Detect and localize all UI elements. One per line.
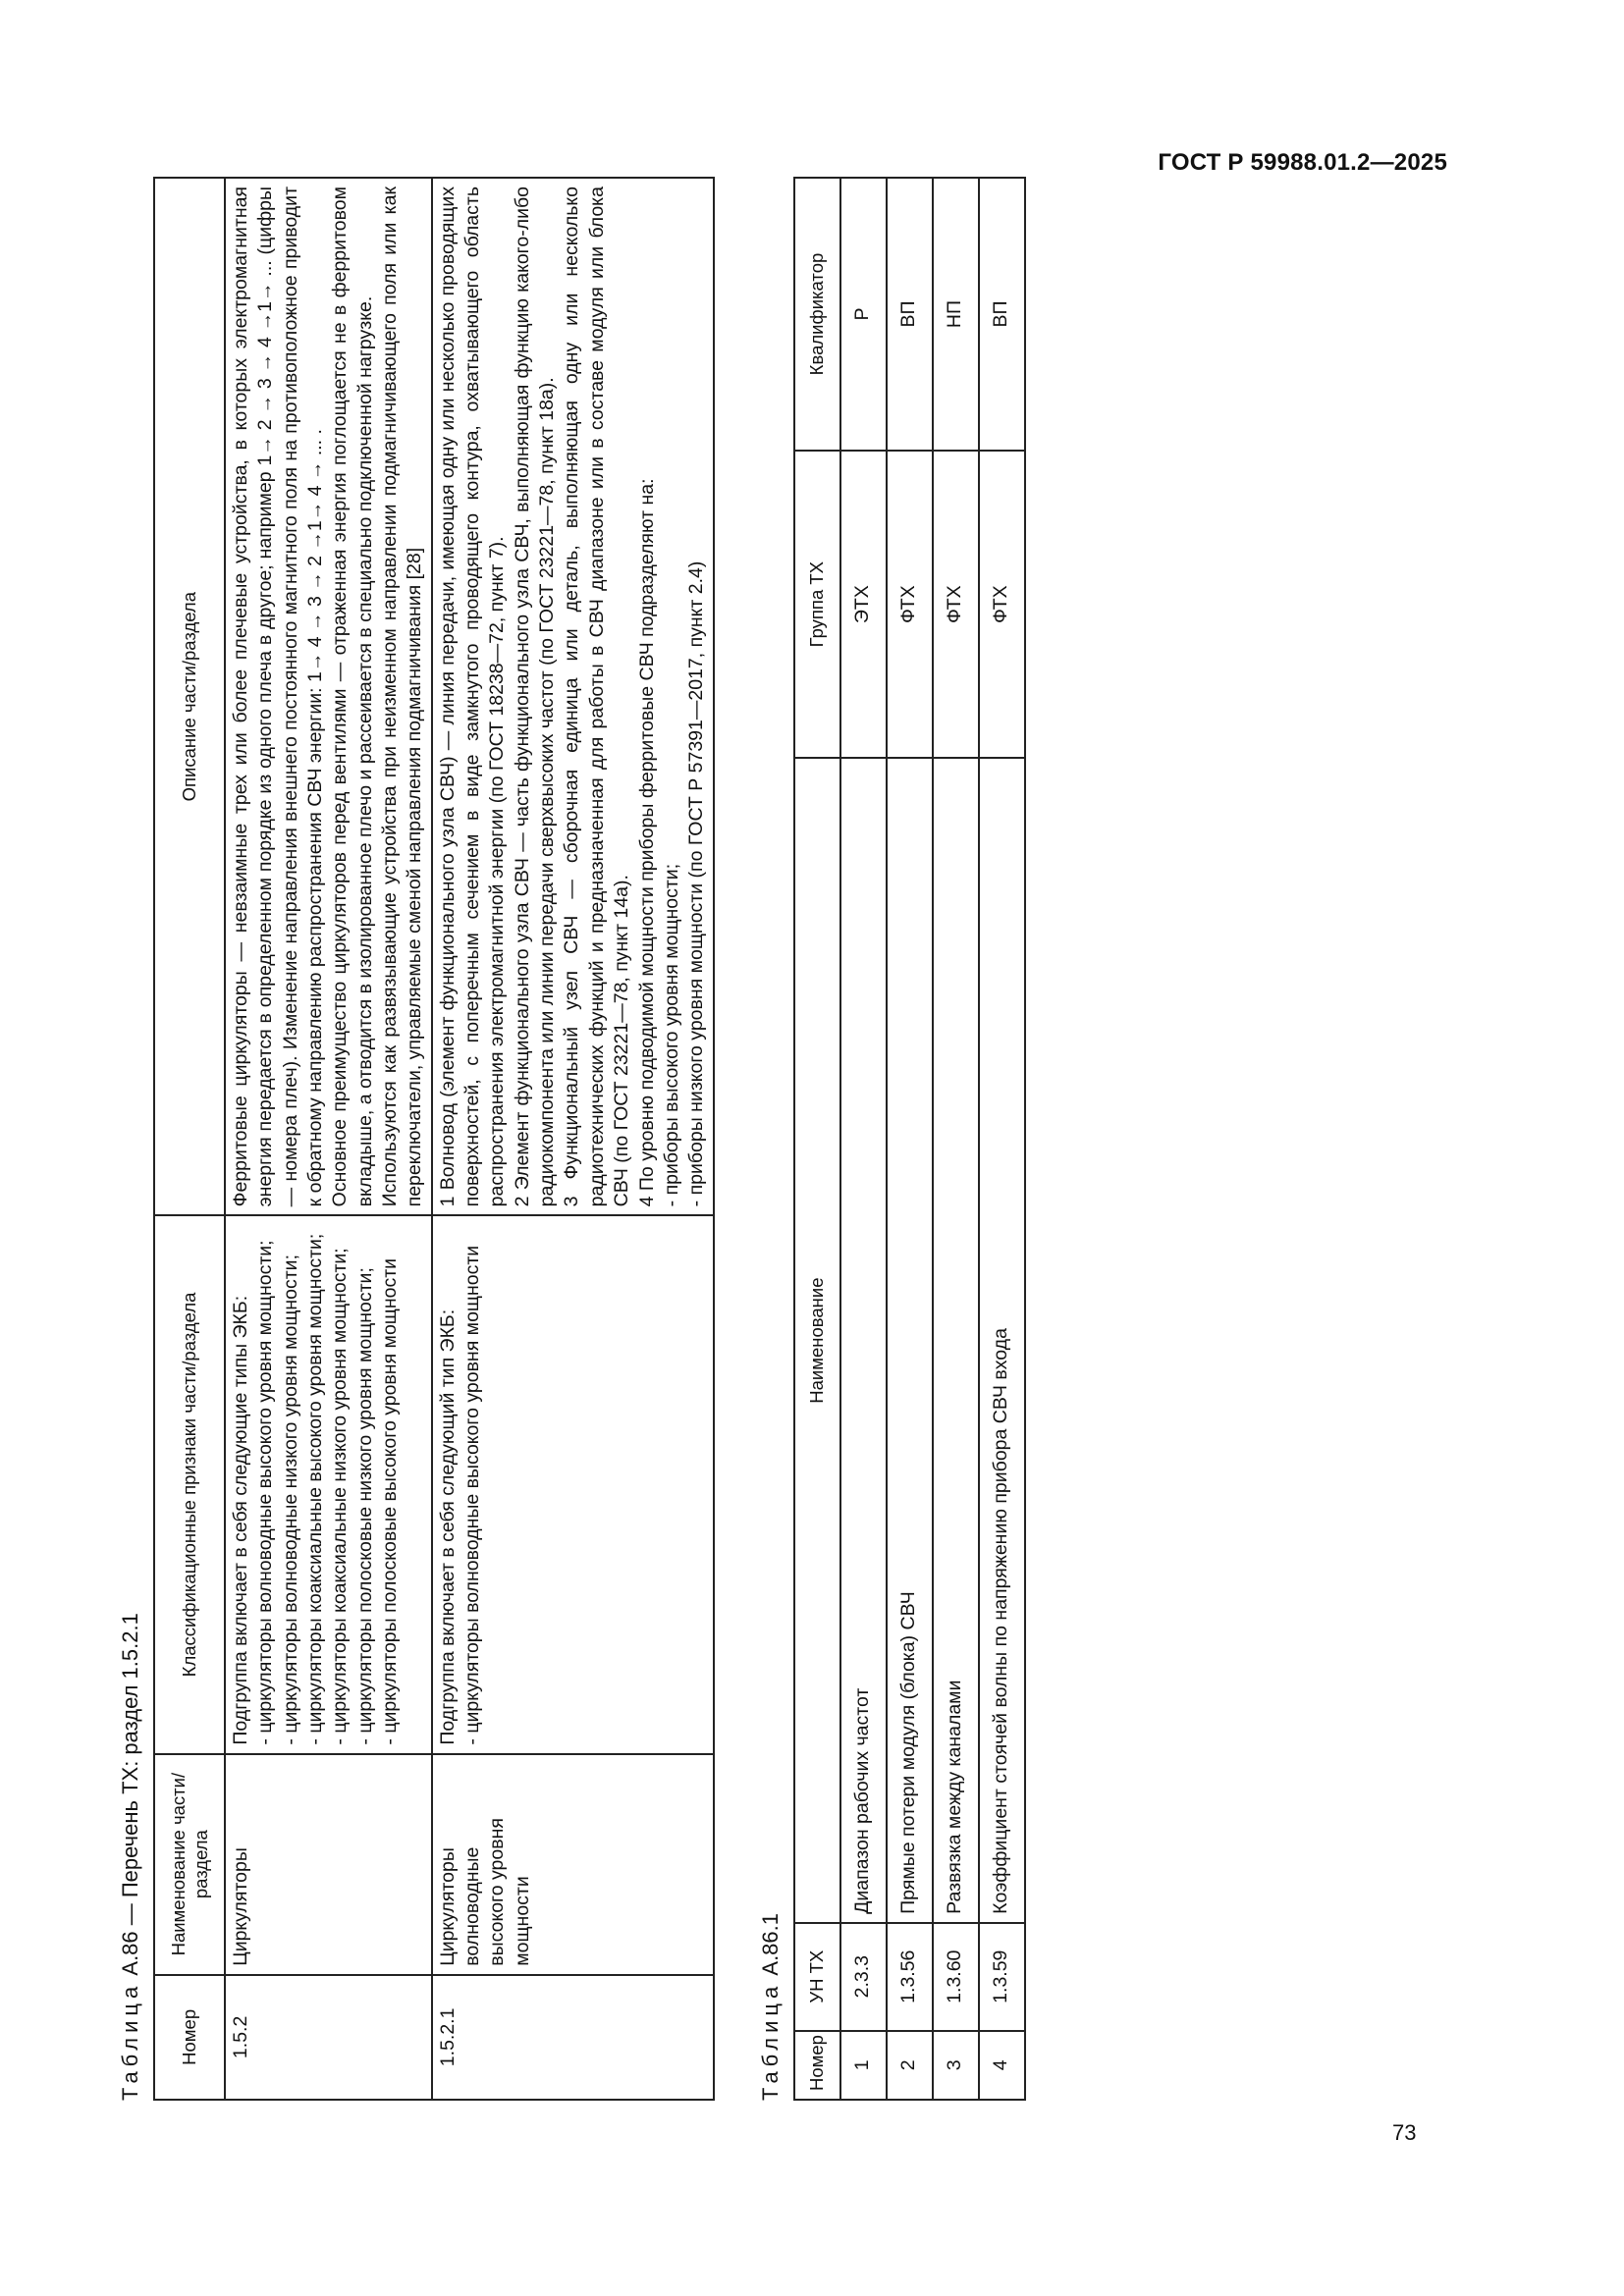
- row-name: Развязка между каналами: [933, 758, 979, 1923]
- table2-caption-text: А.86.1: [757, 1913, 783, 1976]
- row-description: [225, 178, 432, 1215]
- header-features: Классификационные признаки части/раздела: [154, 1215, 225, 1753]
- feature-line: - циркуляторы полосковые высокого уровня мощности: [379, 1257, 402, 1745]
- table-row: [225, 178, 432, 2100]
- feature-line: - циркуляторы полосковые низкого уровня мощности;: [353, 1267, 376, 1745]
- feature-line: - циркуляторы коаксиальные высокого уровня мощности;: [304, 1233, 327, 1745]
- row-qualifier: ВП: [979, 178, 1025, 451]
- description-paragraph: Основное преимущество циркуляторов перед вентилями — отраженная энергия поглощается не в ферритовом вкладыше, а отводится в изолированное плечо и рассеивается в специально подключенной нагрузке.: [329, 187, 376, 1207]
- header-name: Наименование: [794, 758, 840, 1923]
- row-name: Прямые потери модуля (блока) СВЧ: [887, 758, 933, 1923]
- table-row: [432, 178, 714, 2100]
- table1-caption-prefix: Таблица: [118, 1981, 142, 2101]
- row-un-tx: 1.3.60: [933, 1923, 979, 2031]
- feature-line: Подгруппа включает в себя следующий тип ЭКБ:: [436, 1308, 459, 1745]
- row-name: Коэффициент стоячей волны по напряжению прибора СВЧ входа: [979, 758, 1025, 1923]
- row-un-tx: 2.3.3: [840, 1923, 887, 2031]
- row-features: [432, 1215, 714, 1753]
- row-qualifier: ВП: [887, 178, 933, 451]
- row-name: Диапазон рабочих частот: [840, 758, 887, 1923]
- description-paragraph: - приборы высокого уровня мощности;: [660, 863, 682, 1207]
- description-paragraph: 4 По уровню подводимой мощности приборы ферритовые СВЧ подразделяют на:: [635, 478, 658, 1207]
- table2-caption-prefix: Таблица: [757, 1981, 783, 2101]
- row-number: 1.5.2: [225, 1975, 432, 2100]
- standard-designation: ГОСТ Р 59988.01.2—2025: [1158, 149, 1447, 176]
- feature-line: - циркуляторы волноводные низкого уровня мощности;: [279, 1255, 301, 1745]
- table-row: [887, 178, 933, 2100]
- header-group: Группа ТХ: [794, 451, 840, 758]
- header-part-name: Наименование части/раздела: [154, 1754, 225, 1975]
- row-un-tx: 1.3.56: [887, 1923, 933, 2031]
- header-number: Номер: [794, 2031, 840, 2100]
- row-number: 4: [979, 2031, 1025, 2100]
- description-paragraph: 1 Волновод (элемент функционального узла СВЧ) — линия передачи, имеющая одну или несколько проводящих поверхностей, с поперечным сечением в виде замкнутого проводящего контура, охватывающего область распространения электромагнитной энергии (по ГОСТ 18238—72, пункт 7).: [436, 187, 509, 1207]
- row-qualifier: Р: [840, 178, 887, 451]
- row-features: [225, 1215, 432, 1753]
- rotated-content: [118, 177, 1463, 2101]
- feature-line: - циркуляторы коаксиальные низкого уровня мощности;: [329, 1248, 352, 1745]
- description-paragraph: 3 Функциональный узел СВЧ — сборочная единица или деталь, выполняющая одну или несколько радиотехнических функций и предназначенная для работы в СВЧ диапазоне или в составе модуля или блока СВЧ (по ГОСТ 23221—78, пункт 14а).: [561, 187, 633, 1207]
- page-number: 73: [1392, 2120, 1417, 2145]
- row-number: 1.5.2.1: [432, 1975, 714, 2100]
- row-un-tx: 1.3.59: [979, 1923, 1025, 2031]
- description-paragraph: - приборы низкого уровня мощности (по ГОСТ Р 57391—2017, пункт 2.4): [685, 561, 708, 1207]
- feature-line: Подгруппа включает в себя следующие типы ЭКБ:: [230, 1295, 251, 1745]
- description-paragraph: Ферритовые циркуляторы — невзаимные трех или более плечевые устройства, в которых электромагнитная энергия передается в определенном порядке из одного плеча в другое; например 1→ 2 → 3 → 4 →1→ ... (цифры — номера плеч). Изменение направления внешнего постоянного магнитного поля на противоположное приводит к обратному направлению распространения СВЧ энергии: 1→ 4 → 3 → 2 →1→ 4 → ... .: [230, 187, 327, 1207]
- table1-caption-text: А.86 — Перечень ТХ: раздел 1.5.2.1: [118, 1613, 142, 1976]
- feature-line: - циркуляторы волноводные высокого уровня мощности: [461, 1245, 484, 1745]
- table2-caption: [758, 177, 784, 2101]
- row-qualifier: НП: [933, 178, 979, 451]
- table-a86-header-row: [154, 178, 225, 2100]
- row-part-name: Циркуляторы волноводные высокого уровня мощности: [432, 1754, 714, 1975]
- header-description: Описание части/раздела: [154, 178, 225, 1215]
- header-number: Номер: [154, 1975, 225, 2100]
- row-group: ЭТХ: [840, 451, 887, 758]
- table-spacer: [715, 177, 758, 2101]
- table-a86-1: [793, 177, 1026, 2101]
- description-paragraph: Используются как развязывающие устройства при неизменном направлении подмагничивающего поля или как переключатели, управляемые сменой направления подмагничивания [28]: [379, 187, 426, 1207]
- row-number: 2: [887, 2031, 933, 2100]
- row-description: [432, 178, 714, 1215]
- row-part-name: Циркуляторы: [225, 1754, 432, 1975]
- row-group: ФТХ: [933, 451, 979, 758]
- header-qualifier: Квалификатор: [794, 178, 840, 451]
- table-row: [840, 178, 887, 2100]
- table-a86: [153, 177, 715, 2101]
- table-row: [979, 178, 1025, 2100]
- row-number: 1: [840, 2031, 887, 2100]
- table-row: [933, 178, 979, 2100]
- description-paragraph: 2 Элемент функционального узла СВЧ — часть функционального узла СВЧ, выполняющая функцию какого-либо радиокомпонента или линии передачи сверхвысоких частот (по ГОСТ 23221—78, пункт 18а).: [511, 187, 559, 1207]
- table1-caption: [118, 177, 143, 2101]
- row-group: ФТХ: [979, 451, 1025, 758]
- header-un-tx: УН ТХ: [794, 1923, 840, 2031]
- row-group: ФТХ: [887, 451, 933, 758]
- row-number: 3: [933, 2031, 979, 2100]
- feature-line: - циркуляторы волноводные высокого уровня мощности;: [254, 1240, 277, 1745]
- table-a86-1-header-row: [794, 178, 840, 2100]
